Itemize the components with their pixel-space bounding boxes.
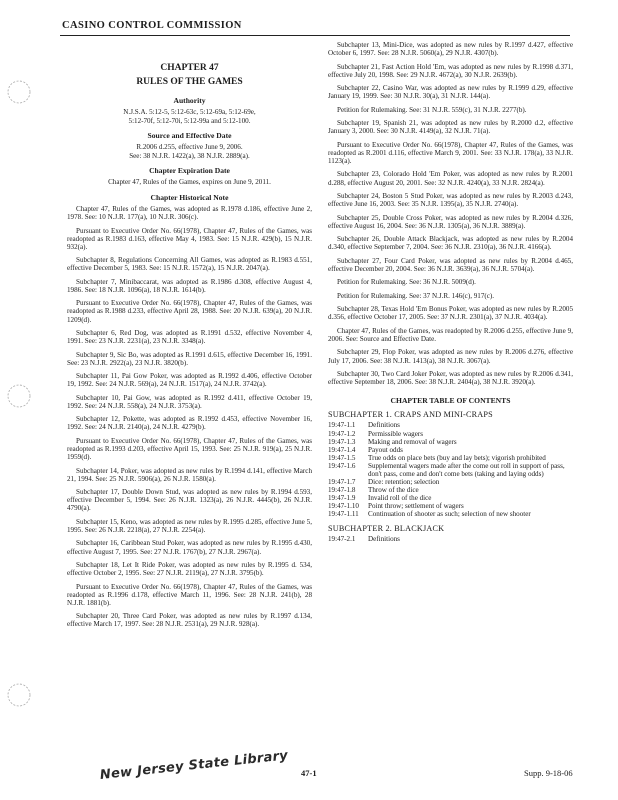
toc-section-title: Throw of the dice: [368, 486, 419, 495]
history-paragraph: Subchapter 11, Pai Gow Poker, was adopted as R.1992 d.406, effective October 19, 1992. See: 24 N.J.R. 569(a), 24 N.J.R. 1517(a), 24 N.J.R. 3742(a).: [67, 372, 312, 389]
history-paragraph: Subchapter 14, Poker, was adopted as new rules by R.1994 d.141, effective March 21, 1994. See: 25 N.J.R. 5906(a), 26 N.J.R. 1580(a).: [67, 466, 312, 483]
subchapter-heading: SUBCHAPTER 1. CRAPS AND MINI-CRAPS: [328, 410, 493, 420]
toc-entry[interactable]: [328, 502, 573, 510]
history-paragraph: Subchapter 16, Caribbean Stud Poker, was adopted as new rules by R.1995 d.430, effective August 7, 1995. See: 27 N.J.R. 1767(b), 27 N.J.R. 2967(a).: [67, 539, 312, 556]
history-paragraph: Petition for Rulemaking. See: 36 N.J.R. 5009(d).: [337, 278, 476, 287]
history-paragraph: Subchapter 27, Four Card Poker, was adopted as new rules by R.2004 d.465, effective December 20, 2004. See: 36 N.J.R. 3639(a), 36 N.J.R. 5704(a).: [328, 256, 573, 273]
toc-entry[interactable]: [328, 510, 573, 518]
history-paragraph: Subchapter 8, Regulations Concerning All Games, was adopted as R.1983 d.551, effective December 5, 1983. See: 15 N.J.R. 1572(a), 15 N.J.R. 2047(a).: [67, 256, 312, 273]
toc-entry[interactable]: [328, 494, 573, 502]
authority-heading: Authority: [173, 96, 206, 105]
header-rule: [60, 35, 570, 36]
toc-section-number: 19:47-2.1: [328, 534, 356, 543]
punch-hole-icon: [6, 383, 32, 409]
right-column: [328, 41, 573, 543]
toc-section-number: 19:47-1.9: [328, 494, 356, 503]
history-paragraph: Subchapter 25, Double Cross Poker, was adopted as new rules by R.2004 d.326, effective August 16, 2004. See: 36 N.J.R. 1305(a), 36 N.J.R. 3889(a).: [328, 213, 573, 230]
toc-entry[interactable]: [328, 421, 573, 429]
history-paragraph: Subchapter 19, Spanish 21, was adopted as new rules by R.2000 d.2, effective January 3, 2000. See: 30 N.J.R. 4149(a), 32 N.J.R. 71(a).: [328, 119, 573, 136]
subchapter-heading: SUBCHAPTER 2. BLACKJACK: [328, 523, 445, 533]
history-paragraph: Subchapter 9, Sic Bo, was adopted as R.1991 d.615, effective December 16, 1991. See: 23 N.J.R. 2922(a), 23 N.J.R. 3820(b).: [67, 350, 312, 367]
source-citation: [67, 143, 312, 160]
supplement-date: Supp. 9-18-06: [524, 768, 573, 778]
history-paragraph: Subchapter 29, Flop Poker, was adopted as new rules by R.2006 d.276, effective July 17, 2006. See: 38 N.J.R. 1413(a), 38 N.J.R. 3067(a).: [328, 348, 573, 365]
history-paragraph: Subchapter 12, Pokette, was adopted as R.1992 d.453, effective November 16, 1992. See: 24 N.J.R. 2140(a), 24 N.J.R. 4279(b).: [67, 415, 312, 432]
history-paragraph: Subchapter 21, Fast Action Hold 'Em, was adopted as new rules by R.1998 d.371, effective July 20, 1998. See: 29 N.J.R. 4672(a), 30 N.J.R. 2639(b).: [328, 62, 573, 79]
history-paragraph: Pursuant to Executive Order No. 66(1978), Chapter 47, Rules of the Games, was readopted as R.1983 d.163, effective May 4, 1983. See: 15 N.J.R. 429(b), 15 N.J.R. 932(a).: [67, 226, 312, 251]
toc-section-number: 19:47-1.10: [328, 502, 359, 511]
toc-entry[interactable]: [328, 535, 573, 543]
toc-section-title: Point throw; settlement of wagers: [368, 502, 464, 511]
toc-section-number: 19:47-1.6: [328, 461, 356, 470]
history-paragraph: Subchapter 18, Let It Ride Poker, was adopted as new rules by R.1995 d. 534, effective October 2, 1995. See: 27 N.J.R. 2119(a), 27 N.J.R. 3795(b).: [67, 561, 312, 578]
toc-section-number: 19:47-1.4: [328, 445, 356, 454]
history-paragraph: Pursuant to Executive Order No. 66(1978), Chapter 47, Rules of the Games, was readopted as R.1993 d.203, effective April 15, 1993. See: 25 N.J.R. 919(a), 25 N.J.R. 1959(d).: [67, 436, 312, 462]
toc-section-number: 19:47-1.5: [328, 453, 356, 462]
history-paragraph: Petition for Rulemaking. See: 37 N.J.R. 146(c), 917(c).: [337, 291, 495, 300]
toc-section-number: 19:47-1.3: [328, 437, 356, 446]
expiration-text: Chapter 47, Rules of the Games, expires on June 9, 2011.: [108, 178, 271, 187]
toc-section-number: 19:47-1.1: [328, 421, 356, 430]
history-paragraph: Subchapter 6, Red Dog, was adopted as R.1991 d.532, effective November 4, 1991. See: 23 N.J.R. 2231(a), 23 N.J.R. 3348(a).: [67, 329, 312, 346]
toc-section-title: True odds on place bets (buy and lay bets); vigorish prohibited: [368, 453, 546, 462]
history-paragraph: Subchapter 24, Boston 5 Stud Poker, was adopted as new rules by R.2003 d.243, effective June 16, 2003. See: 35 N.J.R. 1395(a), 35 N.J.R. 2740(a).: [328, 192, 573, 209]
toc-section-title: Invalid roll of the dice: [368, 494, 432, 503]
history-paragraph: Pursuant to Executive Order No. 66(1978), Chapter 47, Rules of the Games, was readopted as R.1996 d.178, effective March 11, 1996. See: 28 N.J.R. 241(b), 28 N.J.R. 1881(b).: [67, 582, 312, 607]
source-line: See: 38 N.J.R. 1422(a), 38 N.J.R. 2889(a).: [129, 151, 250, 160]
historical-note-heading: Chapter Historical Note: [150, 192, 229, 202]
toc-section-title: Payout odds: [368, 445, 403, 454]
toc-section-title: Definitions: [368, 421, 400, 430]
toc-section-number: 19:47-1.2: [328, 429, 356, 438]
history-paragraph: Subchapter 10, Pai Gow, was adopted as R.1992 d.411, effective October 19, 1992. See: 24 N.J.R. 558(a), 24 N.J.R. 3753(a).: [67, 393, 312, 410]
table-of-contents-heading: CHAPTER TABLE OF CONTENTS: [390, 396, 511, 406]
history-paragraph: Subchapter 28, Texas Hold 'Em Bonus Poker, was adopted as new rules by R.2005 d.356, effective October 17, 2005. See: 37 N.J.R. 2301(a), 37 N.J.R. 4034(a).: [328, 305, 573, 322]
history-paragraph: Subchapter 20, Three Card Poker, was adopted as new rules by R.1997 d.134, effective March 17, 1997. See: 28 N.J.R. 2531(a), 29 N.J.R. 928(a).: [67, 612, 312, 629]
source-heading: Source and Effective Date: [147, 131, 232, 141]
toc-entry[interactable]: [328, 438, 573, 446]
history-paragraph: Chapter 47, Rules of the Games, was readopted by R.2006 d.255, effective June 9, 2006. See: Source and Effective Date.: [328, 326, 573, 343]
toc-section-number: 19:47-1.7: [328, 478, 356, 487]
library-stamp: New Jersey State Library: [99, 748, 289, 783]
history-paragraph: Pursuant to Executive Order No. 66(1978), Chapter 47, Rules of the Games, was readopted as R.1988 d.233, effective April 28, 1988. See: 20 N.J.R. 639(a), 20 N.J.R. 1209(d).: [67, 299, 312, 324]
toc-section-title: Making and removal of wagers: [368, 437, 457, 446]
toc-section-title: Supplemental wagers made after the come out roll in support of pass, don't pass, come and don't come bets (taking and laying odds): [368, 461, 565, 478]
history-paragraph: Chapter 47, Rules of the Games, was adopted as R.1978 d.186, effective June 2, 1978. See: 10 N.J.R. 177(a), 10 N.J.R. 306(c).: [67, 204, 312, 222]
toc-entry[interactable]: [328, 462, 573, 478]
authority-line: N.J.S.A. 5:12-5, 5:12-63c, 5:12-69a, 5:12-69e,: [123, 108, 256, 116]
toc-section-number: 19:47-1.8: [328, 486, 356, 495]
history-paragraph: Pursuant to Executive Order No. 66(1978), Chapter 47, Rules of the Games, was readopted as R.2001 d.116, effective March 9, 2001. See: 33 N.J.R. 178(a), 33 N.J.R. 1123(a).: [328, 140, 573, 165]
toc-entry[interactable]: [328, 454, 573, 462]
toc-entry[interactable]: [328, 430, 573, 438]
toc-entry[interactable]: [328, 486, 573, 494]
history-paragraph: Subchapter 17, Double Down Stud, was adopted as new rules by R.1994 d.593, effective December 5, 1994. See: 26 N.J.R. 1323(a), 26 N.J.R. 4445(b), 26 N.J.R. 4790(a).: [67, 488, 312, 513]
page-number: 47-1: [301, 768, 317, 778]
history-paragraph: Subchapter 13, Mini-Dice, was adopted as new rules by R.1997 d.427, effective October 6, 1997. See: 28 N.J.R. 5060(a), 29 N.J.R. 4307(b).: [328, 41, 573, 58]
history-paragraph: Subchapter 7, Minibaccarat, was adopted as R.1986 d.308, effective August 4, 1986. See: 18 N.J.R. 1096(a), 18 N.J.R. 1614(b).: [67, 277, 312, 294]
punch-hole-icon: [6, 682, 32, 708]
history-paragraph: Petition for Rulemaking. See: 31 N.J.R. 559(c), 31 N.J.R. 2277(b).: [337, 105, 527, 114]
source-line: R.2006 d.255, effective June 9, 2006.: [136, 143, 243, 152]
history-paragraph: Subchapter 26, Double Attack Blackjack, was adopted as new rules by R.2004 d.340, effective September 7, 2004. See: 36 N.J.R. 2310(a), 36 N.J.R. 4166(a).: [328, 235, 573, 252]
toc-entry[interactable]: [328, 446, 573, 454]
history-paragraph: Subchapter 23, Colorado Hold 'Em Poker, was adopted as new rules by R.2001 d.288, effective August 20, 2001. See: 32 N.J.R. 4240(a), 33 N.J.R. 2824(a).: [328, 170, 573, 187]
running-head: CASINO CONTROL COMMISSION: [62, 20, 242, 31]
toc-section-title: Permissible wagers: [368, 429, 423, 438]
chapter-title: RULES OF THE GAMES: [136, 77, 243, 87]
toc-entry[interactable]: [328, 478, 573, 486]
history-paragraph: Subchapter 30, Two Card Joker Poker, was adopted as new rules by R.2006 d.341, effective September 18, 2006. See: 38 N.J.R. 2404(a), 38 N.J.R. 3920(a).: [328, 370, 573, 387]
history-paragraph: Subchapter 15, Keno, was adopted as new rules by R.1995 d.285, effective June 5, 1995. See: 26 N.J.R. 2218(a), 27 N.J.R. 2254(a).: [67, 517, 312, 534]
toc-section-title: Definitions: [368, 534, 400, 543]
authority-line: 5:12-70f, 5:12-70i, 5:12-99a and 5:12-100.: [128, 116, 251, 125]
expiration-heading: Chapter Expiration Date: [149, 166, 230, 176]
left-column: [67, 40, 312, 634]
authority-citation: [67, 108, 312, 125]
toc-section-title: Continuation of shooter as such; selection of new shooter: [368, 510, 531, 519]
punch-hole-icon: [6, 79, 32, 105]
chapter-number: CHAPTER 47: [160, 63, 219, 73]
history-paragraph: Subchapter 22, Casino War, was adopted as new rules by R.1999 d.29, effective January 19, 1999. See: 30 N.J.R. 30(a), 31 N.J.R. 144(a).: [328, 84, 573, 101]
toc-section-title: Dice: retention; selection: [368, 478, 440, 487]
toc-section-number: 19:47-1.11: [328, 510, 359, 519]
